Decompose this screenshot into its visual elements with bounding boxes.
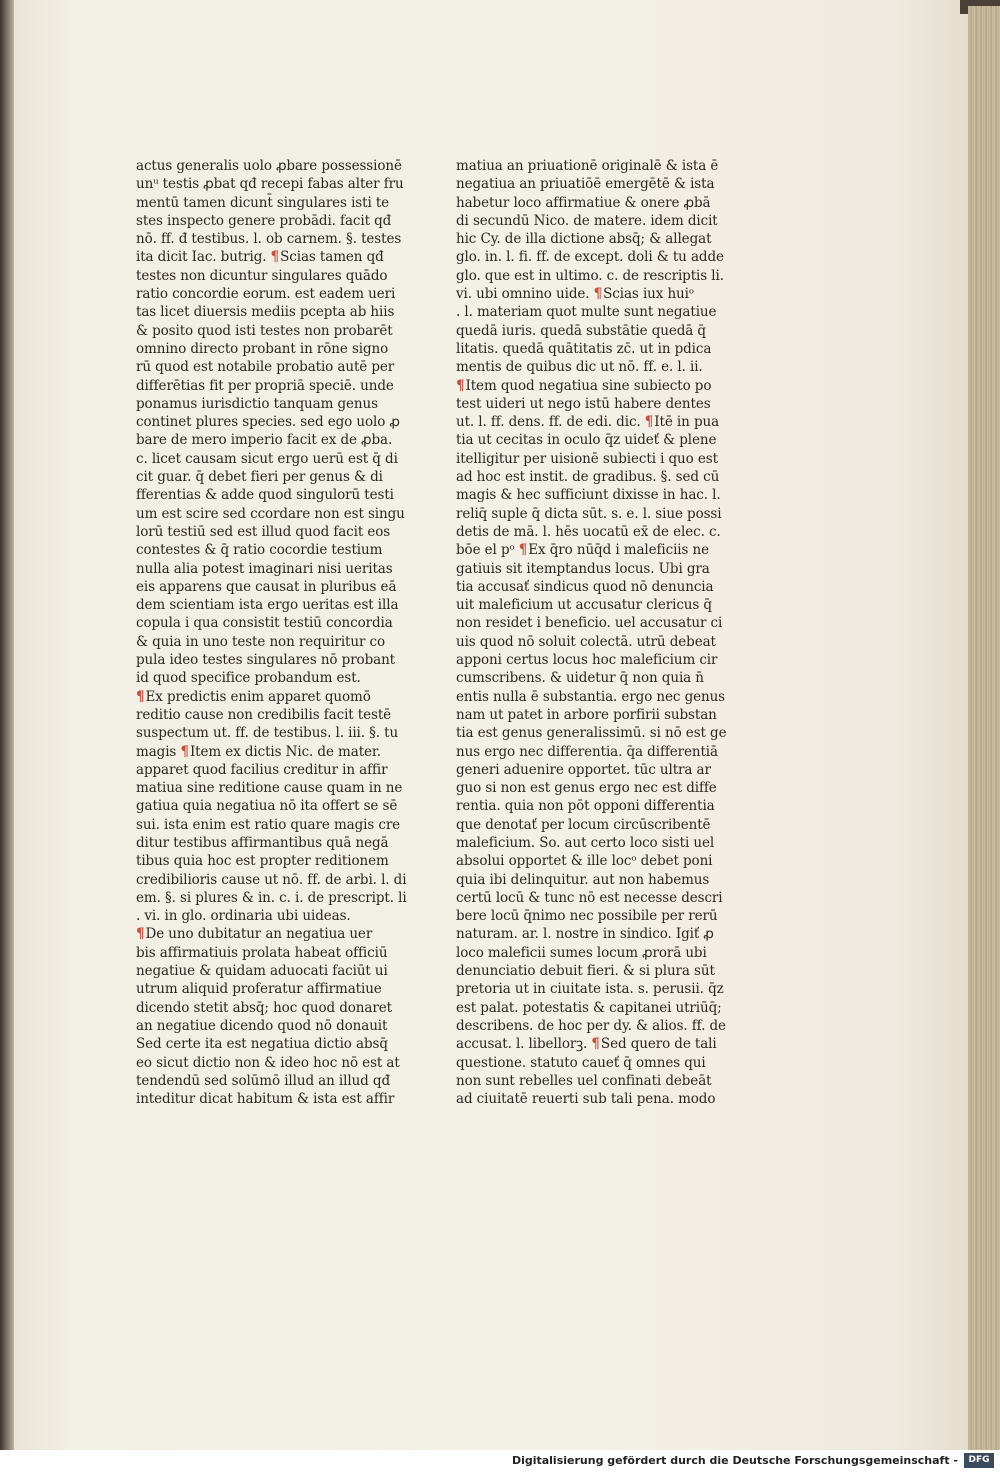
rubric-mark: ¶ <box>591 1036 600 1053</box>
text-line: negatiua an priuatiōē emergētē & ista <box>456 176 715 193</box>
text-line: pula ideo testes singulares nō probant <box>136 652 395 669</box>
text-line: nō. ff. đ testibus. l. ob carnem. §. testes <box>136 231 402 248</box>
text-line: mentū tamen dicunt̄ singulares isti te <box>136 194 390 211</box>
text-line: quia ibi delinquitur. aut non habemus <box>456 871 710 888</box>
text-line: ¶Ex predictis enim apparet quomō <box>136 688 371 705</box>
text-line: matiua an priuationē originalē & ista ē <box>456 158 719 174</box>
text-line: gatiua quia negatiua nō ita offert se sē <box>136 798 398 815</box>
text-line: tia est genus generalissimū. si nō est ge <box>456 725 727 742</box>
text-line: contestes & q̄ ratio cocordie testium <box>136 542 383 559</box>
text-line: matiua sine reditione cause quam in ne <box>136 780 403 797</box>
text-line: tibus quia hoc est propter reditionem <box>136 853 389 870</box>
text-line: id quod specifice probandum est. <box>136 670 361 687</box>
text-line: nus ergo nec differentia. q̄a differentiā <box>456 743 718 760</box>
text-line: accusat. l. libellorꝫ. ¶Sed quero de tali <box>456 1036 717 1053</box>
text-line: an negatiue dicendo quod nō donauit <box>136 1017 388 1034</box>
text-line: rentia. quia non pōt opponi differentia <box>456 798 715 815</box>
text-line: bere locū q̄nimo nec possibile per rerū <box>456 908 718 925</box>
text-line: loco maleficii sumes locum ꝓrorā ubi <box>456 944 707 961</box>
rubric-mark: ¶ <box>456 377 465 394</box>
text-line: uis quod nō soluit colectā. utrū debeat <box>456 633 716 650</box>
text-line: dem scientiam ista ergo ueritas est illa <box>136 597 399 614</box>
text-line: bōe el pᵒ ¶Ex q̄ro nūq̄d i maleficiis ne <box>456 542 710 559</box>
text-line: ponamus iurisdictio tanquam genus <box>136 395 378 412</box>
rubric-mark: ¶ <box>593 286 603 303</box>
text-line: ita dicit Iac. butrig. ¶Scias tamen qđ <box>136 249 384 266</box>
text-line: est palat. potestatis & capitanei utriūq̄; <box>456 999 722 1016</box>
text-line: testes non dicuntur singulares quādo <box>136 267 388 284</box>
text-line: dicendo stetit absq̄; hoc quod donaret <box>136 999 392 1016</box>
text-line: entis nulla ē substantia. ergo nec genus <box>456 688 726 705</box>
text-line: credibilioris cause ut nō. ff. de arbi. l. di <box>136 871 407 888</box>
text-line: nulla alia potest imaginari nisi ueritas <box>136 560 393 577</box>
text-line: eis apparens que causat in pluribus eā <box>136 578 397 595</box>
text-line: glo. que est in ultimo. c. de rescriptis li. <box>456 267 724 284</box>
text-line: quedā iuris. quedā substātie quedā q̄ <box>456 322 706 339</box>
text-line: tendendū sed solūmō illud an illud qđ <box>136 1072 390 1089</box>
text-line: ut. l. ff. dens. ff. de edi. dic. ¶Itē in pua <box>456 414 720 431</box>
text-line: reliq̄ suple q̄ dicta sūt. s. e. l. siue possi <box>456 505 722 522</box>
text-line: que denotať per locum circūscribentē <box>456 816 711 833</box>
text-line: continet plures species. sed ego uolo ꝓ <box>136 414 400 431</box>
text-line: apponi certus locus hoc maleficium cir <box>456 652 718 669</box>
text-line: um est scire sed ccordare non est singu <box>136 505 405 522</box>
text-line: glo. in. l. fi. ff. de except. doli & tu adde <box>456 249 724 266</box>
text-line: . l. materiam quot multe sunt negatiue <box>456 304 717 321</box>
text-line: actus generalis uolo ꝓbare possessionē <box>136 158 402 174</box>
text-line: magis ¶Item ex dictis Nic. de mater. <box>136 743 381 760</box>
text-line: suspectum ut. ff. de testibus. l. iii. §. tu <box>136 725 399 742</box>
text-line: test uideri ut nego istū habere dentes <box>456 395 711 412</box>
text-line: sui. ista enim est ratio quare magis cre <box>136 816 401 833</box>
text-line: bare de mero imperio facit ex de ꝓba. <box>136 432 393 449</box>
page-stack-edge <box>968 6 1000 1450</box>
text-line: certū locū & tunc nō est necesse descri <box>456 889 723 906</box>
text-line: nam ut patet in arbore porfirii substan <box>456 706 717 723</box>
text-line: uit maleficium ut accusatur clericus q̄ <box>456 597 712 614</box>
text-line: copula i qua consistit testiū concordia <box>136 615 393 632</box>
text-line: tas licet diuersis mediis pcepta ab hiis <box>136 304 395 321</box>
text-line: generi aduenire opportet. tūc ultra ar <box>456 761 711 778</box>
text-line: mentis de quibus dic ut nō. ff. e. l. ii. <box>456 359 703 376</box>
text-line: tia ut cecitas in oculo q̄z uideť & plene <box>456 432 717 449</box>
text-line: vi. ubi omnino uide. ¶Scias iux huiᵒ <box>456 286 694 303</box>
text-line: ¶De uno dubitatur an negatiua uer <box>136 926 373 943</box>
funding-credit: Digitalisierung gefördert durch die Deutsche Forschungsgemeinschaft - <box>511 1454 958 1467</box>
rubric-mark: ¶ <box>518 542 528 559</box>
text-line: magis & hec sufficiunt dixisse in hac. l. <box>456 487 721 504</box>
text-line: guo si non est genus ergo nec est diffe <box>456 780 717 797</box>
text-line: habetur loco affirmatiue & onere ꝓbā <box>456 194 711 211</box>
text-line: ¶Item quod negatiua sine subiecto po <box>456 377 712 394</box>
text-line: em. §. si plures & in. c. i. de prescript. li <box>136 889 407 906</box>
text-line: litatis. quedā quātitatis zc̄. ut in pdica <box>456 340 712 357</box>
rubric-mark: ¶ <box>180 743 189 760</box>
text-line: & posito quod isti testes non probarēt <box>136 322 393 339</box>
text-line: reditio cause non credibilis facit testē <box>136 706 392 723</box>
text-line: cit guar. q̄ debet fieri per genus & di <box>136 469 383 486</box>
text-line: gatiuis sit itemptandus locus. Ubi gra <box>456 560 710 577</box>
rubric-mark: ¶ <box>136 926 145 943</box>
text-line: & quia in uno teste non requiritur co <box>136 633 385 650</box>
text-line: c. licet causam sicut ergo uerū est q̄ di <box>136 450 398 467</box>
text-line: di secundū Nico. de matere. idem dicit <box>456 212 718 229</box>
text-line: maleficium. So. aut certo loco sisti uel <box>456 834 715 851</box>
text-line: questione. statuto caueť q̄ omnes qui <box>456 1054 706 1071</box>
text-line: itelligitur per uisionē subiecti i quo est <box>456 450 718 467</box>
text-line: tia accusať sindicus quod nō denuncia <box>456 578 714 595</box>
text-line: naturam. ar. l. nostre in sindico. Igiť ꝓ <box>456 926 714 943</box>
text-line: differētias fit per propriā speciē. unde <box>136 377 394 394</box>
rubric-mark: ¶ <box>136 688 145 705</box>
text-line: hic Cy. de illa dictione absq̄; & allegat <box>456 231 712 248</box>
text-line: inteditur dicat habitum & ista est affir <box>136 1091 395 1108</box>
text-line: rū quod est notabile probatio autē per <box>136 359 395 376</box>
text-line: omnino directo probant in rōne signo <box>136 340 389 357</box>
dfg-logo: DFG <box>964 1453 994 1468</box>
text-line: denunciatio debuit fieri. & si plura sūt <box>456 963 715 980</box>
text-line: ad hoc est instit. de gradibus. §. sed cū <box>456 469 720 486</box>
text-line: describens. de hoc per dy. & alios. ff. de <box>456 1017 726 1034</box>
text-line: ratio concordie eorum. est eadem ueri <box>136 286 396 303</box>
text-line: unᵘ testis ꝓbat qđ recepi fabas alter fru <box>136 176 404 193</box>
text-line: lorū testiū sed est illud quod facit eos <box>136 523 391 540</box>
rubric-mark: ¶ <box>644 414 654 431</box>
text-line: eo sicut dictio non & ideo hoc nō est at <box>136 1054 400 1071</box>
text-line: detis de mā. l. hēs uocatū ex̄ de elec. c. <box>456 523 721 540</box>
text-line: apparet quod facilius creditur in affir <box>136 761 388 778</box>
text-line: absolui opportet & ille locᵒ debet poni <box>456 853 713 870</box>
text-line: . vi. in glo. ordinaria ubi uideas. <box>136 908 351 925</box>
text-line: non residet i beneficio. uel accusatur ci <box>456 615 723 632</box>
text-line: ad ciuitatē reuerti sub tali pena. modo <box>456 1091 716 1108</box>
text-line: bis affirmatiuis prolata habeat officiū <box>136 944 388 961</box>
text-line: pretoria ut in ciuitate ista. s. perusii. q̄z <box>456 981 724 998</box>
text-line: non sunt rebelles uel confinati debeāt <box>456 1072 712 1089</box>
right-text-column <box>456 157 727 1108</box>
text-line: negatiue & quidam aduocati faciūt ui <box>136 963 388 980</box>
left-text-column <box>136 157 407 1108</box>
text-line: stes inspecto genere probādi. facit qđ <box>136 212 392 229</box>
text-line: utrum aliquid proferatur affirmatiue <box>136 981 382 998</box>
text-line: Sed certe ita est negatiua dictio absq̄ <box>136 1036 388 1053</box>
text-line: fferentias & adde quod singulorū testi <box>136 487 394 504</box>
text-line: ditur testibus affirmantibus quā negā <box>136 834 389 851</box>
text-line: cumscribens. & uidetur q̄ non quia n̄ <box>456 670 704 687</box>
rubric-mark: ¶ <box>270 249 280 266</box>
